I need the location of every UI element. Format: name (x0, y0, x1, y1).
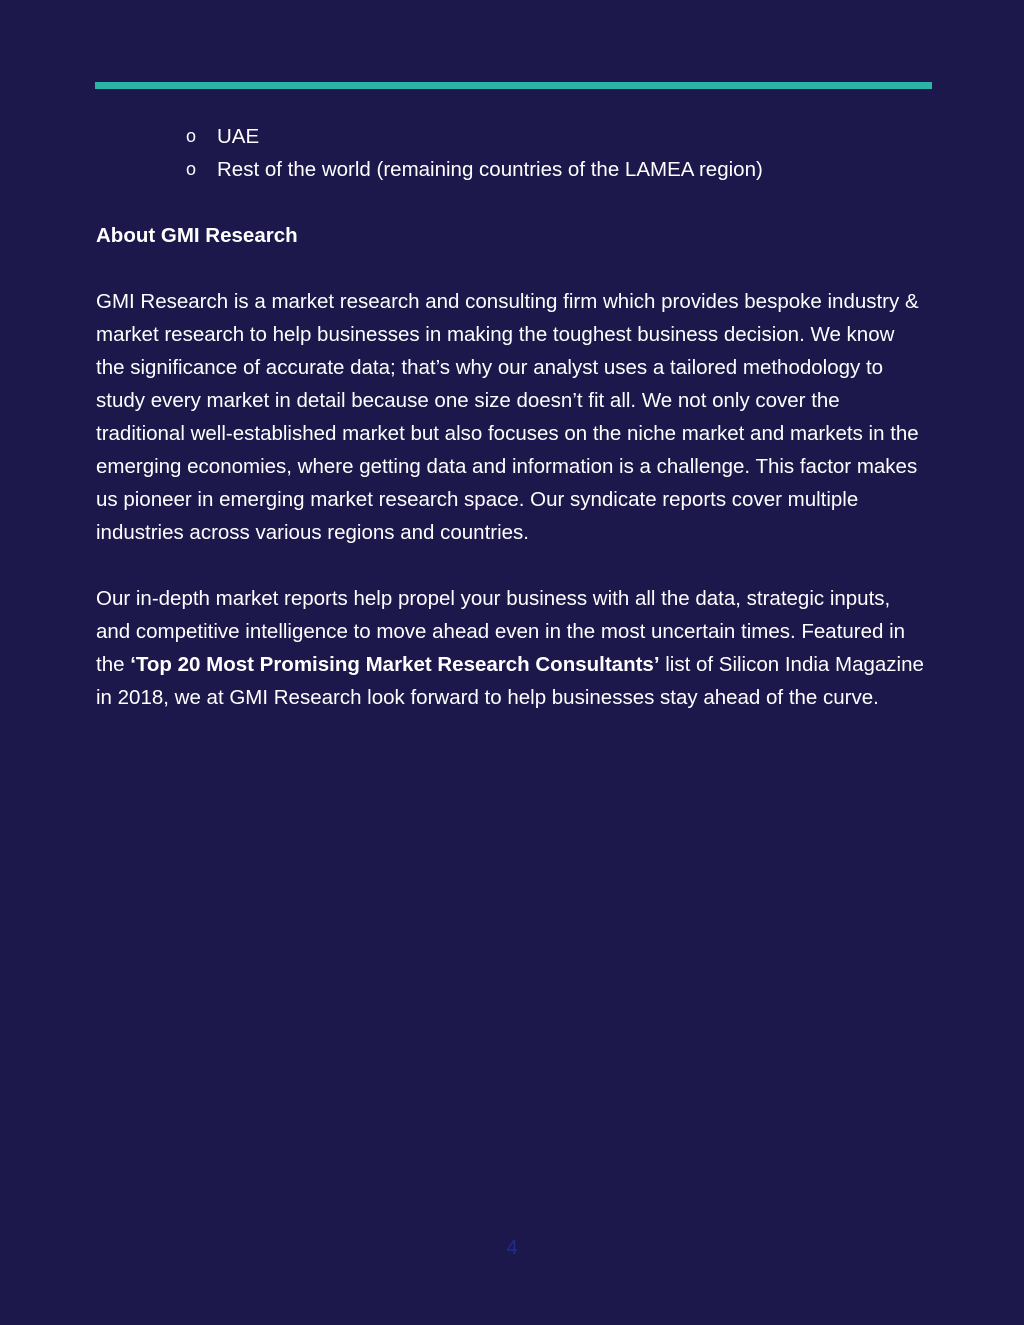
top-accent-rule (95, 82, 932, 89)
paragraph-text: list of Silicon India Magazine in 2018, we at GMI Research look forward to help businesses stay ahead of the curve. (96, 653, 924, 709)
paragraph-text: Our in-depth market reports help propel your business with all the data, strategic inputs, and competitive intelligence to move ahead even in the most uncertain times. Featured in the (96, 587, 906, 676)
page-content (96, 120, 926, 714)
list-item-text: Rest of the world (remaining countries of the LAMEA region) (217, 158, 763, 181)
about-heading: About GMI Research (96, 224, 298, 247)
list-item-text: UAE (217, 125, 260, 148)
award-highlight: ‘Top 20 Most Promising Market Research Consultants’ (130, 653, 660, 676)
about-paragraph-1: GMI Research is a market research and consulting firm which provides bespoke industry & market research to help businesses in making the toughest business decision. We know the significance of accurate data; that’s why our analyst uses a tailored methodology to study every market in detail because one size doesn’t fit all. We not only cover the traditional well-established market but also focuses on the niche market and markets in the emerging economies, where getting data and information is a challenge. This factor makes us pioneer in emerging market research space. Our syndicate reports cover multiple industries across various regions and countries. (96, 290, 919, 544)
hollow-circle-bullet-icon: o (186, 159, 197, 179)
hollow-circle-bullet-icon: o (186, 126, 197, 146)
region-sub-list (96, 120, 926, 186)
list-item (186, 153, 926, 186)
page-number: 4 (506, 1237, 518, 1259)
list-item (186, 120, 926, 153)
about-paragraph-2 (96, 582, 926, 714)
